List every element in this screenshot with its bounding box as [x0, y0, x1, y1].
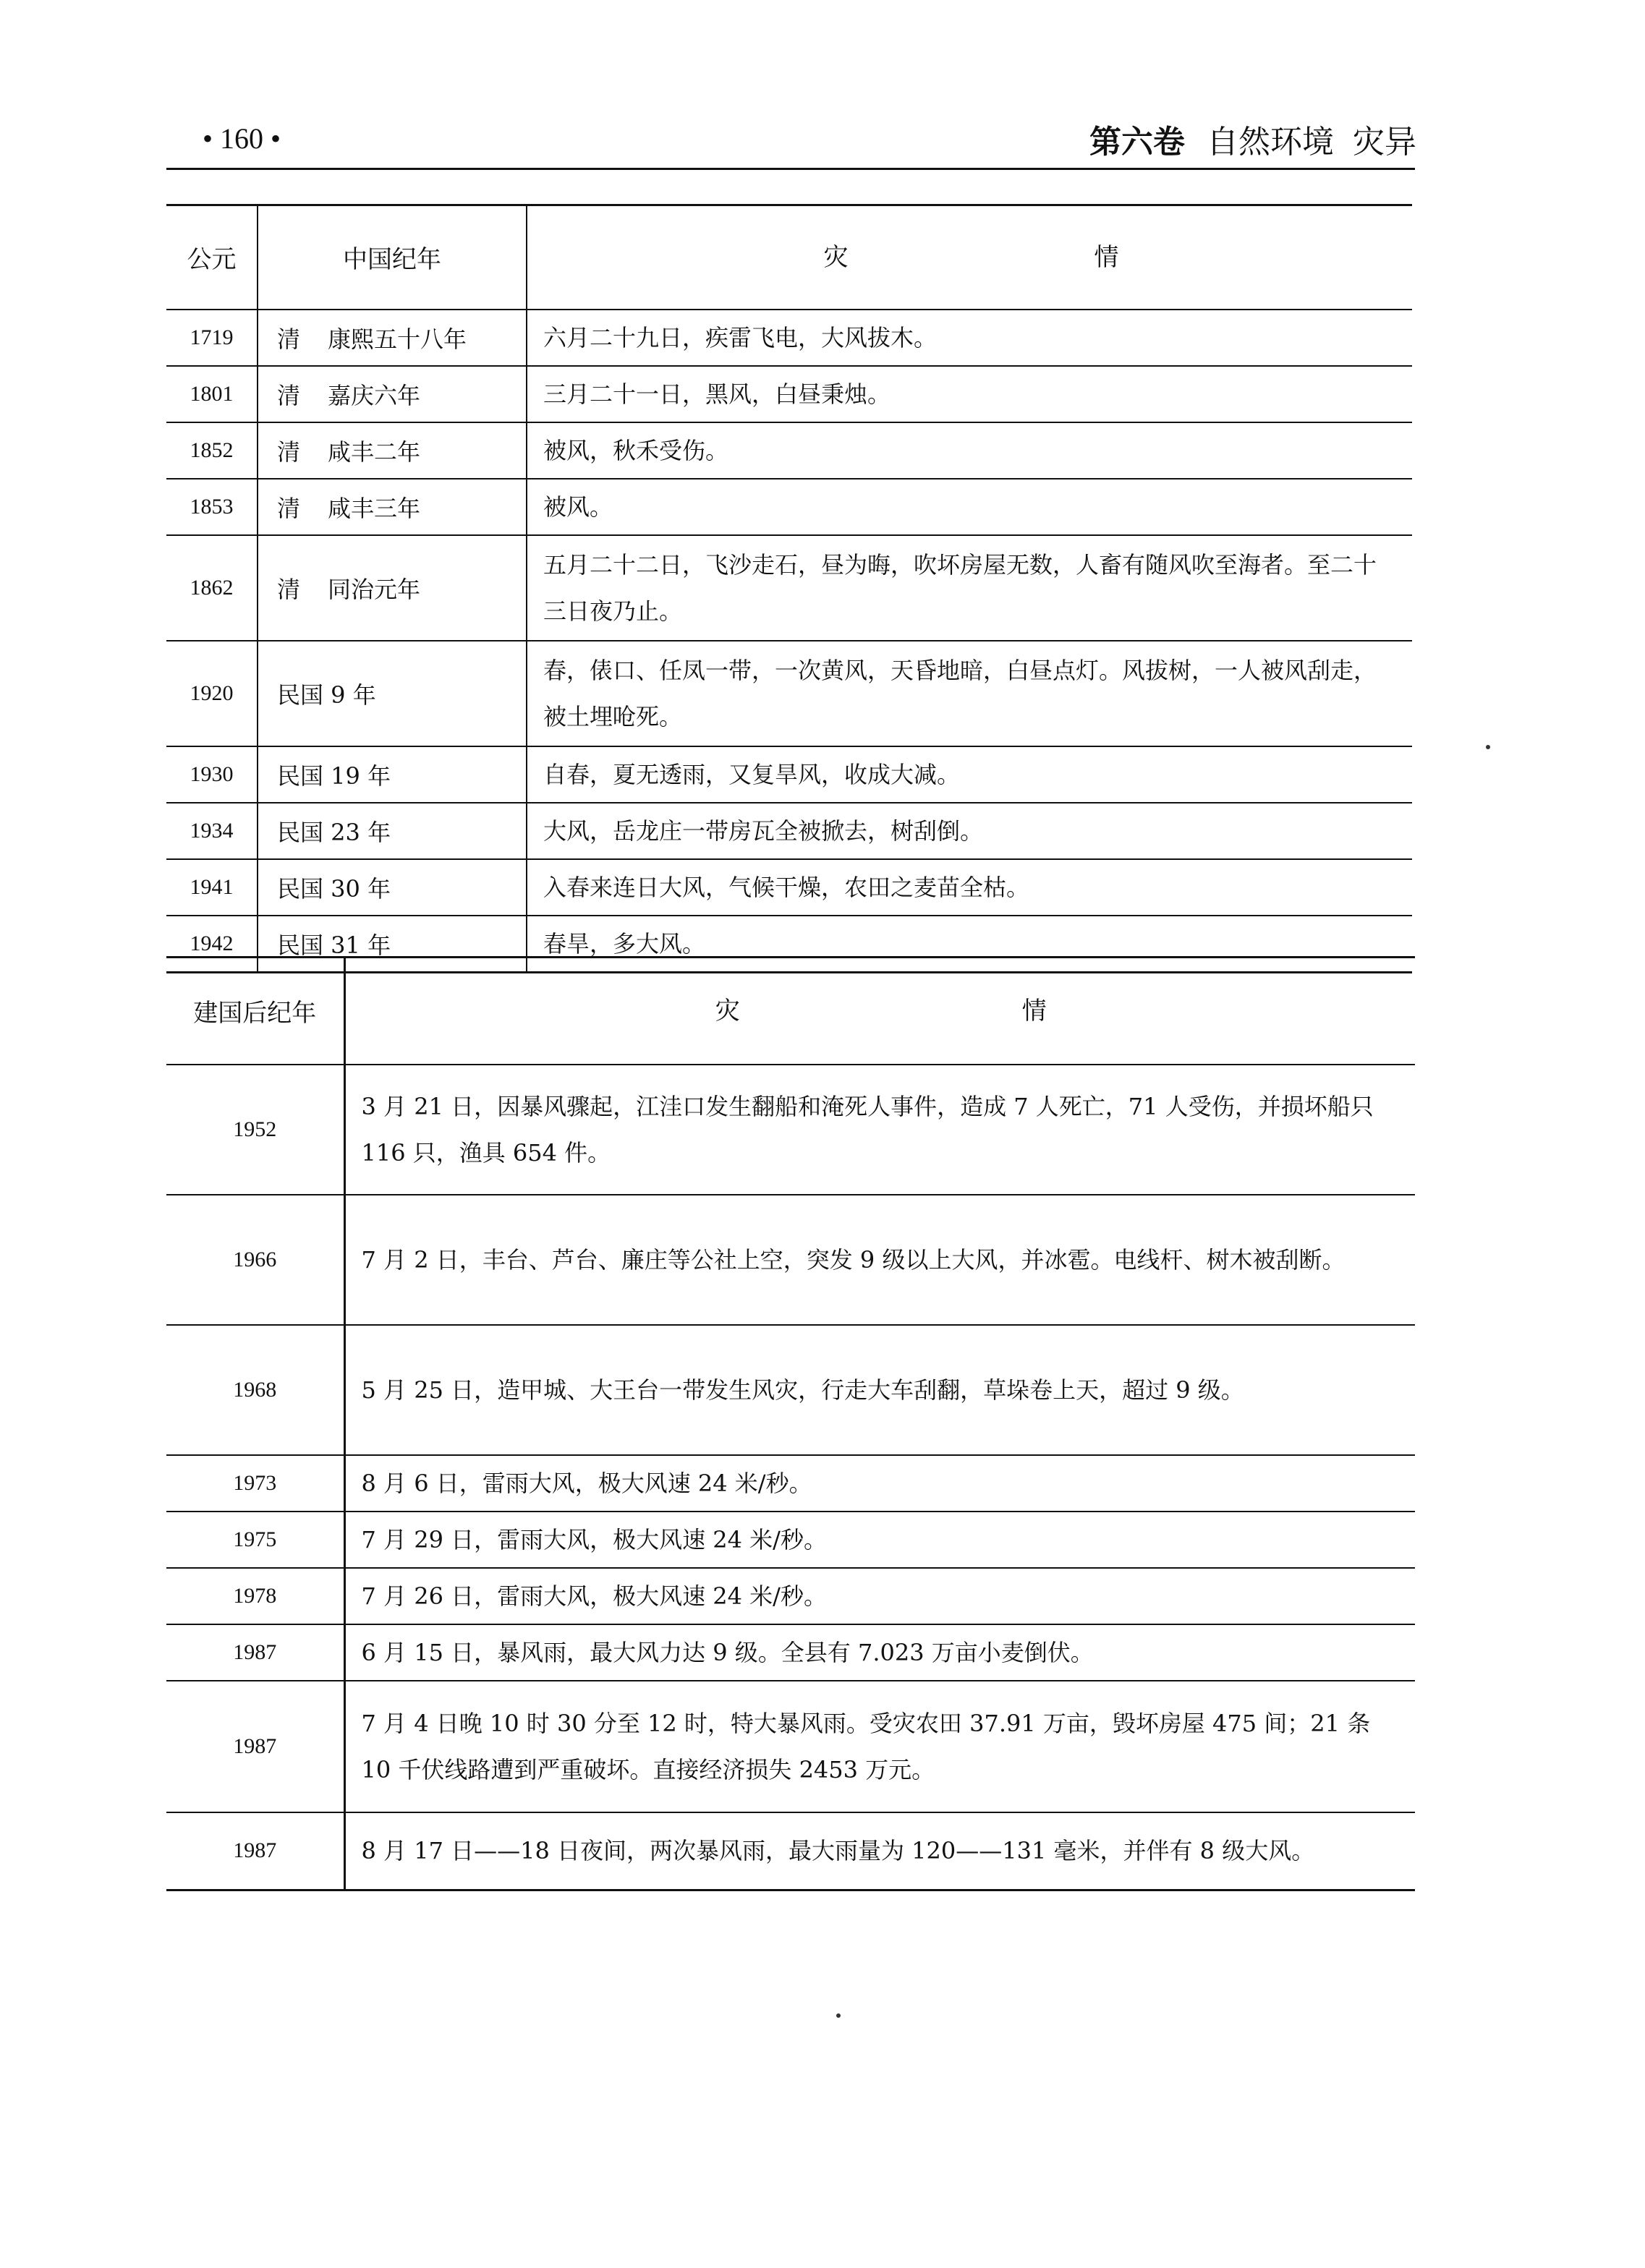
table-row: [166, 1065, 1415, 1195]
reign: 咸丰三年: [328, 494, 421, 522]
reign: 康熙五十八年: [328, 325, 467, 353]
year-cell: 1853: [166, 479, 258, 535]
volume-title: 第六卷: [1089, 124, 1185, 161]
year-cell: 1975: [166, 1512, 344, 1568]
year-cell: 1941: [166, 859, 258, 916]
table-row: [166, 1568, 1415, 1624]
description-cell: 7 月 2 日，丰台、芦台、廉庄等公社上空，突发 9 级以上大风，并冰雹。电线杆、树木被刮断。: [344, 1195, 1415, 1325]
table-row: [166, 535, 1412, 641]
era-cell: [258, 422, 527, 479]
year-cell: 1978: [166, 1568, 344, 1624]
description-cell: 大风，岳龙庄一带房瓦全被掀去，树刮倒。: [527, 803, 1412, 859]
year-cell: 1987: [166, 1681, 344, 1812]
description-cell: 自春，夏无透雨，又复旱风，收成大减。: [527, 746, 1412, 803]
table-row: [166, 310, 1412, 366]
description-cell: 3 月 21 日，因暴风骤起，江洼口发生翻船和淹死人事件，造成 7 人死亡，71 人受伤，并损坏船只 116 只，渔具 654 件。: [344, 1065, 1415, 1195]
description-cell: 被风，秋禾受伤。: [527, 422, 1412, 479]
table-row: [166, 1512, 1415, 1568]
table-header-row: [166, 205, 1412, 310]
year-cell: 1952: [166, 1065, 344, 1195]
era-cell: [258, 366, 527, 422]
header-year: 建国后纪年: [166, 958, 344, 1065]
chapter-title: 自然环境: [1207, 124, 1334, 161]
description-cell: 6 月 15 日，暴风雨，最大风力达 9 级。全县有 7.023 万亩小麦倒伏。: [344, 1624, 1415, 1681]
table-row: [166, 746, 1412, 803]
table-row: [166, 803, 1412, 859]
scan-speck: [836, 2013, 841, 2018]
reign: 民国 9 年: [277, 681, 376, 709]
table-row: [166, 1812, 1415, 1890]
table-row: [166, 641, 1412, 746]
year-cell: 1852: [166, 422, 258, 479]
table-row: [166, 1681, 1415, 1812]
reign: 同治元年: [328, 575, 421, 603]
reign: 民国 31 年: [277, 931, 391, 959]
dynasty: 清: [277, 381, 301, 409]
year-cell: 1934: [166, 803, 258, 859]
year-cell: 1920: [166, 641, 258, 746]
description-cell: 三月二十一日，黑风，白昼秉烛。: [527, 366, 1412, 422]
header-description: [344, 958, 1415, 1065]
historical-disaster-table: [166, 204, 1412, 973]
dynasty: 清: [277, 325, 301, 353]
reign: 民国 23 年: [277, 818, 391, 846]
header-desc-b: 情: [1021, 996, 1047, 1026]
era-cell: [258, 310, 527, 366]
table-header-row: [166, 958, 1415, 1065]
reign: 民国 19 年: [277, 762, 391, 790]
year-cell: 1968: [166, 1325, 344, 1455]
era-cell: [258, 803, 527, 859]
era-cell: [258, 479, 527, 535]
description-cell: 被风。: [527, 479, 1412, 535]
description-cell: 8 月 17 日——18 日夜间，两次暴风雨，最大雨量为 120——131 毫米，并伴有 8 级大风。: [344, 1812, 1415, 1890]
header-description: [527, 205, 1412, 310]
table-row: [166, 366, 1412, 422]
era-cell: [258, 746, 527, 803]
table-row: [166, 1624, 1415, 1681]
year-cell: 1930: [166, 746, 258, 803]
header-rule: [166, 168, 1415, 170]
reign: 嘉庆六年: [328, 381, 421, 409]
reign: 民国 30 年: [277, 874, 391, 903]
header-desc-b: 情: [1094, 242, 1119, 272]
dynasty: 清: [277, 575, 301, 603]
year-cell: 1801: [166, 366, 258, 422]
year-cell: 1987: [166, 1624, 344, 1681]
table-row: [166, 1455, 1415, 1512]
year-cell: 1973: [166, 1455, 344, 1512]
reign: 咸丰二年: [328, 438, 421, 466]
era-cell: [258, 535, 527, 641]
description-cell: 春旱，多大风。: [527, 916, 1412, 973]
description-cell: 六月二十九日，疾雷飞电，大风拔木。: [527, 310, 1412, 366]
year-cell: 1719: [166, 310, 258, 366]
description-cell: 5 月 25 日，造甲城、大王台一带发生风灾，行走大车刮翻，草垛卷上天，超过 9 级。: [344, 1325, 1415, 1455]
header-desc-a: 灾: [823, 242, 849, 272]
page-header: [166, 116, 1416, 159]
table-row: [166, 422, 1412, 479]
running-title: [1089, 116, 1416, 162]
table-row: [166, 479, 1412, 535]
description-cell: 8 月 6 日，雷雨大风，极大风速 24 米/秒。: [344, 1455, 1415, 1512]
year-cell: 1966: [166, 1195, 344, 1325]
description-cell: 7 月 26 日，雷雨大风，极大风速 24 米/秒。: [344, 1568, 1415, 1624]
year-cell: 1942: [166, 916, 258, 973]
year-cell: 1862: [166, 535, 258, 641]
table-row: [166, 1195, 1415, 1325]
table-row: [166, 859, 1412, 916]
description-cell: 7 月 29 日，雷雨大风，极大风速 24 米/秒。: [344, 1512, 1415, 1568]
era-cell: [258, 859, 527, 916]
section-title: 灾异: [1353, 124, 1416, 161]
post-1949-disaster-table: [166, 956, 1415, 1891]
table-row: [166, 1325, 1415, 1455]
dynasty: 清: [277, 494, 301, 522]
header-era: 中国纪年: [258, 205, 527, 310]
description-cell: 7 月 4 日晚 10 时 30 分至 12 时，特大暴风雨。受灾农田 37.91 万亩，毁坏房屋 475 间；21 条 10 千伏线路遭到严重破坏。直接经济损失 2453 万元。: [344, 1681, 1415, 1812]
scan-speck: [1486, 745, 1490, 749]
header-desc-a: 灾: [715, 996, 740, 1026]
description-cell: 入春来连日大风，气候干燥，农田之麦苗全枯。: [527, 859, 1412, 916]
description-cell: 五月二十二日，飞沙走石，昼为晦，吹坏房屋无数，人畜有随风吹至海者。至二十三日夜乃止。: [527, 535, 1412, 641]
description-cell: 春，俵口、任凤一带，一次黄风，天昏地暗，白昼点灯。风拔树，一人被风刮走，被土埋呛死。: [527, 641, 1412, 746]
era-cell: [258, 641, 527, 746]
page-number: • 160 •: [203, 122, 281, 155]
header-year: 公元: [166, 205, 258, 310]
year-cell: 1987: [166, 1812, 344, 1890]
dynasty: 清: [277, 438, 301, 466]
